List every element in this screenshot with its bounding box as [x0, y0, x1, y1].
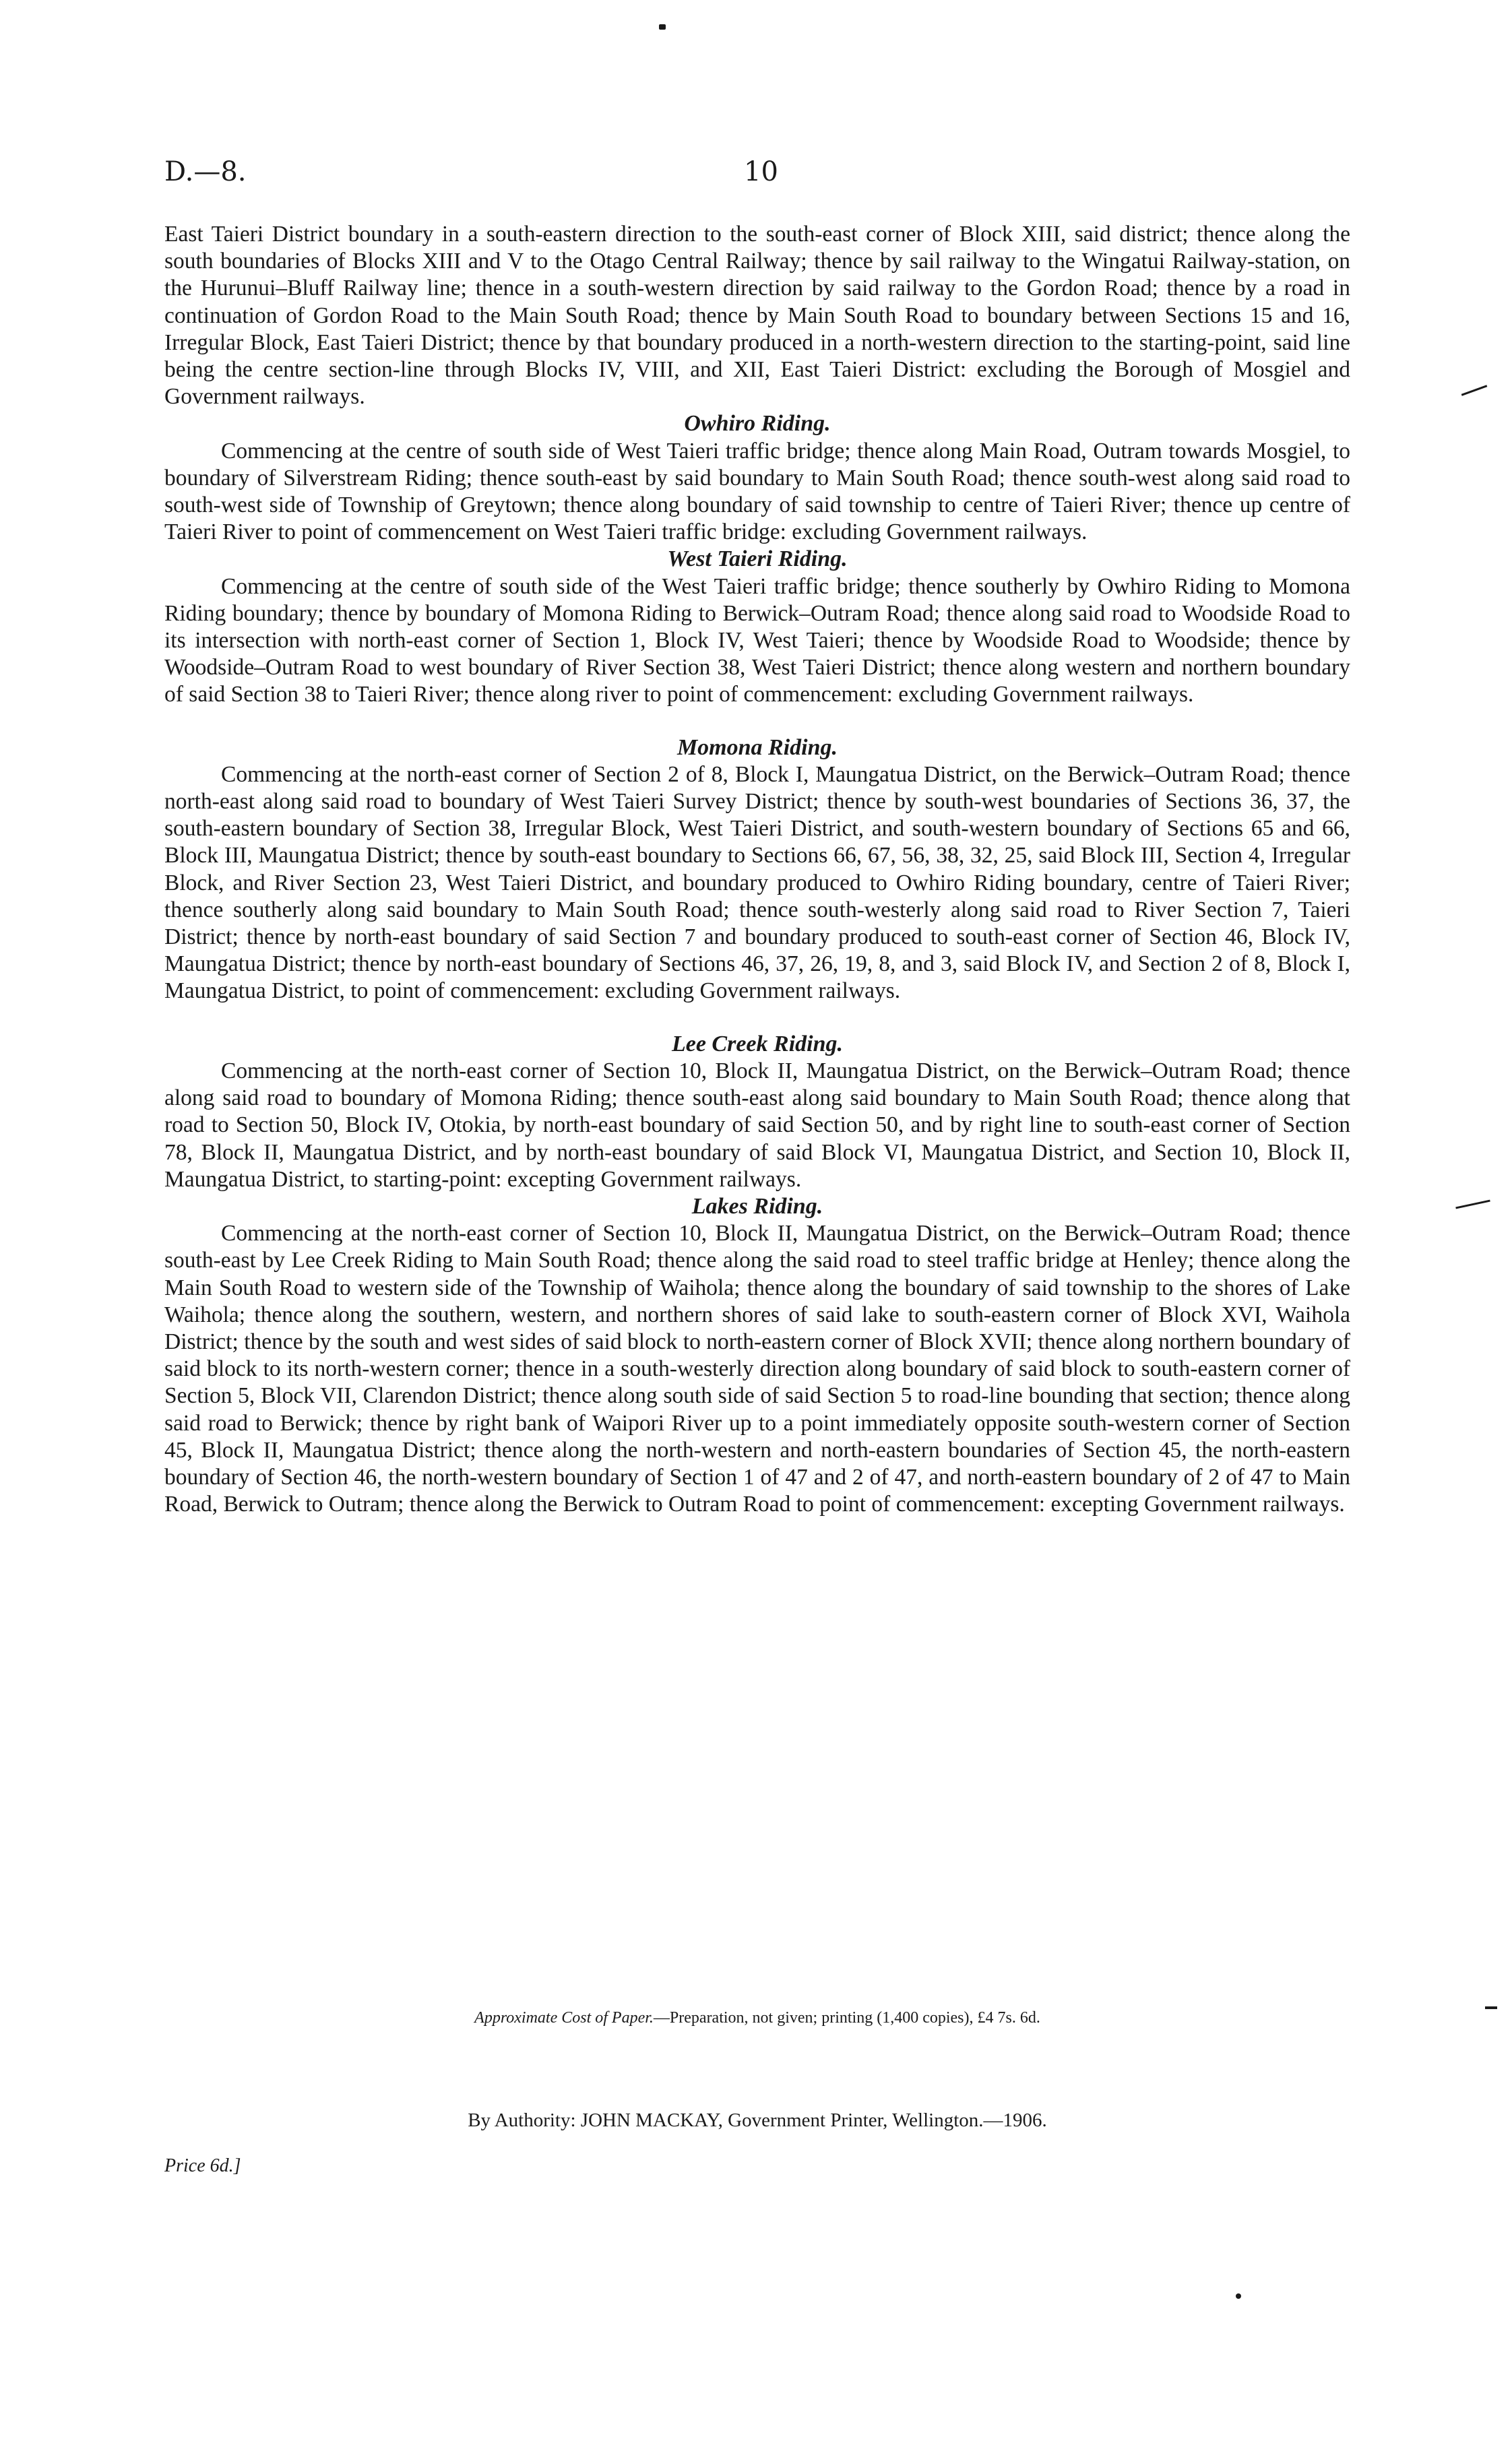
- section-heading-west-taieri: West Taieri Riding.: [667, 546, 848, 572]
- section-text-owhiro: Commencing at the centre of south side of West Taieri traffic bridge; thence along Main Road, Outram towards Mosgiel, to boundary of Silverstream Riding; thence south-east by said boundary to Main South Road; thence south-west along said road to south-west side of Township of Greytown; thence along boundary of said township to centre of Taieri River; thence up centre of Taieri River to point of commencement on West Taieri traffic bridge: excluding Government railways.: [164, 438, 1350, 545]
- section-heading-momona: Momona Riding.: [676, 734, 838, 760]
- document-body: [164, 221, 1350, 1518]
- section-text-momona: Commencing at the north-east corner of Section 2 of 8, Block I, Maungatua District, on the Berwick–Outram Road; thence north-east along said road to boundary of West Taieri Survey District; thence by south-west boundaries of Sections 36, 37, the south-eastern boundary of Section 38, Irregular Block, West Taieri District, and south-western boundary of Sections 65 and 66, Block III, Maungatua District; thence by south-east boundary to Sections 66, 67, 56, 38, 32, 25, said Block III, Section 4, Irregular Block, and River Section 23, West Taieri District, and boundary produced to Owhiro Riding boundary, centre of Taieri River; thence southerly along said boundary to Main South Road; thence south-westerly along said road to River Section 7, Taieri District; thence by north-east boundary of said Section 7 and boundary produced to south-east corner of Section 46, Block IV, Maungatua District; thence by north-east boundary of Sections 46, 37, 26, 19, 8, and 3, said Block IV, and Section 2 of 8, Block I, Maungatua District, to point of commencement: excluding Government railways.: [164, 761, 1350, 1004]
- scan-mark-right-2: [1455, 1200, 1490, 1209]
- scan-mark-right-3: [1485, 2006, 1497, 2009]
- cost-label: Approximate Cost of Paper.: [474, 2009, 654, 2027]
- section-text-west-taieri: Commencing at the centre of south side of the West Taieri traffic bridge; thence southerly by Owhiro Riding to Momona Riding boundary; thence by boundary of Momona Riding to Berwick–Outram Road; thence along said road to Woodside Road to its intersection with north-east corner of Section 1, Block IV, West Taieri; thence by Woodside Road to Woodside; thence by Woodside–Outram Road to west boundary of River Section 38, West Taieri District; thence along western and northern boundary of said Section 38 to Taieri River; thence along river to point of commencement: excluding Government railways.: [164, 573, 1350, 707]
- page-number: 10: [744, 156, 778, 187]
- scan-mark-top: [659, 24, 666, 30]
- section-heading-lakes: Lakes Riding.: [691, 1193, 823, 1219]
- section-text-lee-creek: Commencing at the north-east corner of Section 10, Block II, Maungatua District, on the Berwick–Outram Road; thence along said road to boundary of Momona Riding; thence south-east along said boundary to Main South Road; thence along that road to Section 50, Block IV, Otokia, by north-east boundary of said Section 50, and by right line to south-east corner of Section 78, Block II, Maungatua District, and by north-east boundary of said Block VI, Maungatua District, and Section 10, Block II, Maungatua District, to starting-point: excepting Government railways.: [164, 1058, 1350, 1192]
- scan-mark-right-1: [1461, 385, 1488, 395]
- scan-mark-bottom: [1236, 2293, 1241, 2299]
- printer-imprint: By Authority: JOHN MACKAY, Government Printer, Wellington.—1906.: [468, 2109, 1047, 2131]
- continuation-paragraph: East Taieri District boundary in a south-eastern direction to the south-east corner of Block XIII, said district; thence along the south boundaries of Blocks XIII and V to the Otago Central Railway; thence by sail railway to the Wingatui Railway-station, on the Hurunui–Bluff Railway line; thence in a south-western direction by said railway to the Gordon Road; thence by a road in continuation of Gordon Road to the Main South Road; thence by Main South Road to boundary between Sections 15 and 16, Irregular Block, East Taieri District; thence by that boundary produced in a north-western direction to the starting-point, said line being the centre section-line through Blocks IV, VIII, and XII, East Taieri District: excluding the Borough of Mosgiel and Government railways.: [164, 222, 1350, 410]
- price-label: Price 6d.]: [164, 2155, 241, 2176]
- section-text-lakes: Commencing at the north-east corner of Section 10, Block II, Maungatua District, on the Berwick–Outram Road; thence south-east by Lee Creek Riding to Main South Road; thence along the said road to steel traffic bridge at Henley; thence along the Main South Road to western side of the Township of Waihola; thence along the boundary of said township to the shores of Lake Waihola; thence along the southern, western, and northern shores of said lake to south-eastern corner of Block XVI, Waihola District; thence by the south and west sides of said block to north-eastern corner of Block XVII; thence along northern boundary of said block to its north-western corner; thence in a south-westerly direction along boundary of said block to south-eastern corner of Section 5, Block VII, Clarendon District; thence along south side of said Section 5 to road-line bounding that section; thence along said road to Berwick; thence by right bank of Waipori River up to a point immediately opposite south-western corner of Section 45, Block II, Maungatua District; thence along the north-western and north-eastern boundaries of Section 45, the north-eastern boundary of Section 46, the north-western boundary of Section 1 of 47 and 2 of 47, and north-eastern boundary of 2 of 47 to Main Road, Berwick to Outram; thence along the Berwick to Outram Road to point of commencement: excepting Government railways.: [164, 1221, 1350, 1517]
- cost-text: —Preparation, not given; printing (1,400 copies), £4 7s. 6d.: [653, 2009, 1040, 2027]
- cost-note: [164, 2008, 1350, 2028]
- section-heading-owhiro: Owhiro Riding.: [684, 411, 831, 437]
- page-header: [164, 156, 1350, 197]
- section-heading-lee-creek: Lee Creek Riding.: [671, 1031, 844, 1056]
- document-reference: D.—8.: [164, 156, 247, 187]
